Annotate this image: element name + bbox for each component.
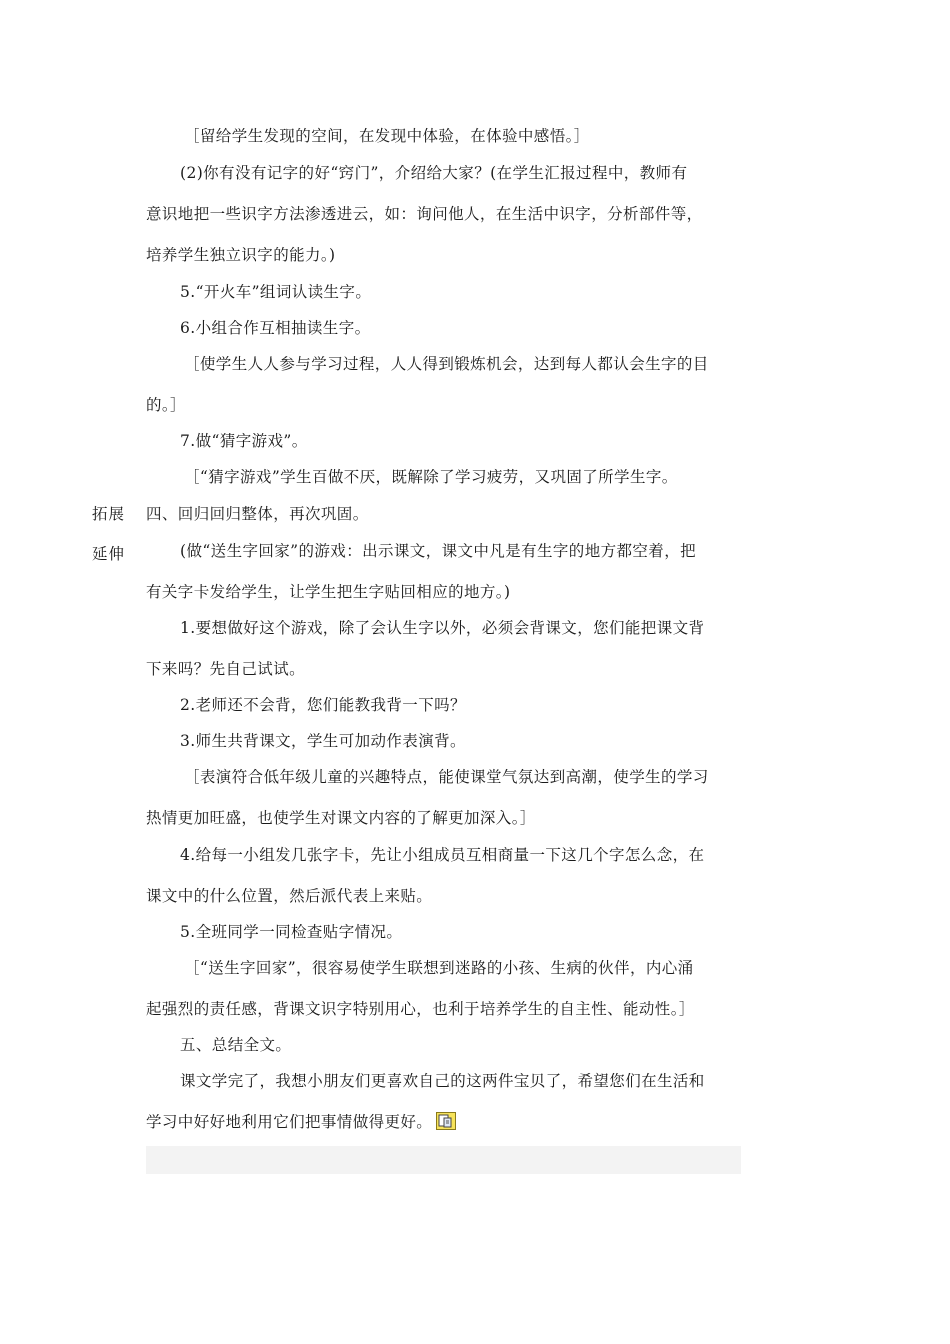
- paragraph-line: 6.小组合作互相抽读生字。: [180, 319, 371, 337]
- paragraph-line: 7.做“猜字游戏”。: [180, 432, 308, 450]
- paragraph-line: ［“猜字游戏”学生百做不厌，既解除了学习疲劳，又巩固了所学生字。: [184, 468, 678, 486]
- paragraph-line: 培养学生独立识字的能力。): [146, 246, 336, 264]
- footer-band: [146, 1146, 741, 1174]
- paragraph-line: (2)你有没有记字的好“窍门”，介绍给大家？(在学生汇报过程中，教师有: [180, 164, 688, 182]
- paragraph-line: ［“送生字回家”，很容易使学生联想到迷路的小孩、生病的伙伴，内心涌: [184, 959, 694, 977]
- paragraph-line: 1.要想做好这个游戏，除了会认生字以外，必须会背课文，您们能把课文背: [180, 619, 705, 637]
- paragraph-line: 4.给每一小组发几张字卡，先让小组成员互相商量一下这几个字怎么念，在: [180, 846, 705, 864]
- paragraph-line: 5.“开火车”组词认读生字。: [180, 283, 372, 301]
- side-label-extend: 延伸: [92, 545, 126, 563]
- paragraph-line: ［留给学生发现的空间，在发现中体验，在体验中感悟。］: [184, 127, 590, 145]
- paragraph-line-text: 学习中好好地利用它们把事情做得更好。: [146, 1113, 433, 1131]
- paragraph-line: 起强烈的责任感，背课文识字特别用心，也利于培养学生的自主性、能动性。］: [146, 1000, 695, 1018]
- paragraph-line: 课文学完了，我想小朋友们更喜欢自己的这两件宝贝了，希望您们在生活和: [180, 1072, 705, 1090]
- section-heading: 五、总结全文。: [180, 1036, 292, 1054]
- side-label-expand: 拓展: [92, 505, 126, 523]
- paragraph-line: 意识地把一些识字方法渗透进云，如：询问他人，在生活中识字，分析部件等，: [146, 205, 703, 223]
- paragraph-line: 的。］: [146, 396, 186, 414]
- section-heading: 四、回归回归整体，再次巩固。: [146, 505, 369, 523]
- document-link-icon[interactable]: [436, 1112, 456, 1130]
- paragraph-line: 5.全班同学一同检查贴字情况。: [180, 923, 403, 941]
- paragraph-line: (做“送生字回家”的游戏：出示课文，课文中凡是有生字的地方都空着，把: [180, 542, 696, 560]
- paragraph-line: 3.师生共背课文，学生可加动作表演背。: [180, 732, 466, 750]
- paragraph-line: ［使学生人人参与学习过程，人人得到锻炼机会，达到每人都认会生字的目: [184, 355, 709, 373]
- paragraph-line: 2.老师还不会背，您们能教我背一下吗？: [180, 696, 466, 714]
- paragraph-line: 课文中的什么位置，然后派代表上来贴。: [146, 887, 433, 905]
- paragraph-line: 有关字卡发给学生，让学生把生字贴回相应的地方。): [146, 583, 511, 601]
- paragraph-line: ［表演符合低年级儿童的兴趣特点，能使课堂气氛达到高潮，使学生的学习: [184, 768, 709, 786]
- paragraph-line: 下来吗？先自己试试。: [146, 660, 306, 678]
- paragraph-line: 热情更加旺盛，也使学生对课文内容的了解更加深入。］: [146, 809, 536, 827]
- paragraph-line-last: [146, 1112, 456, 1132]
